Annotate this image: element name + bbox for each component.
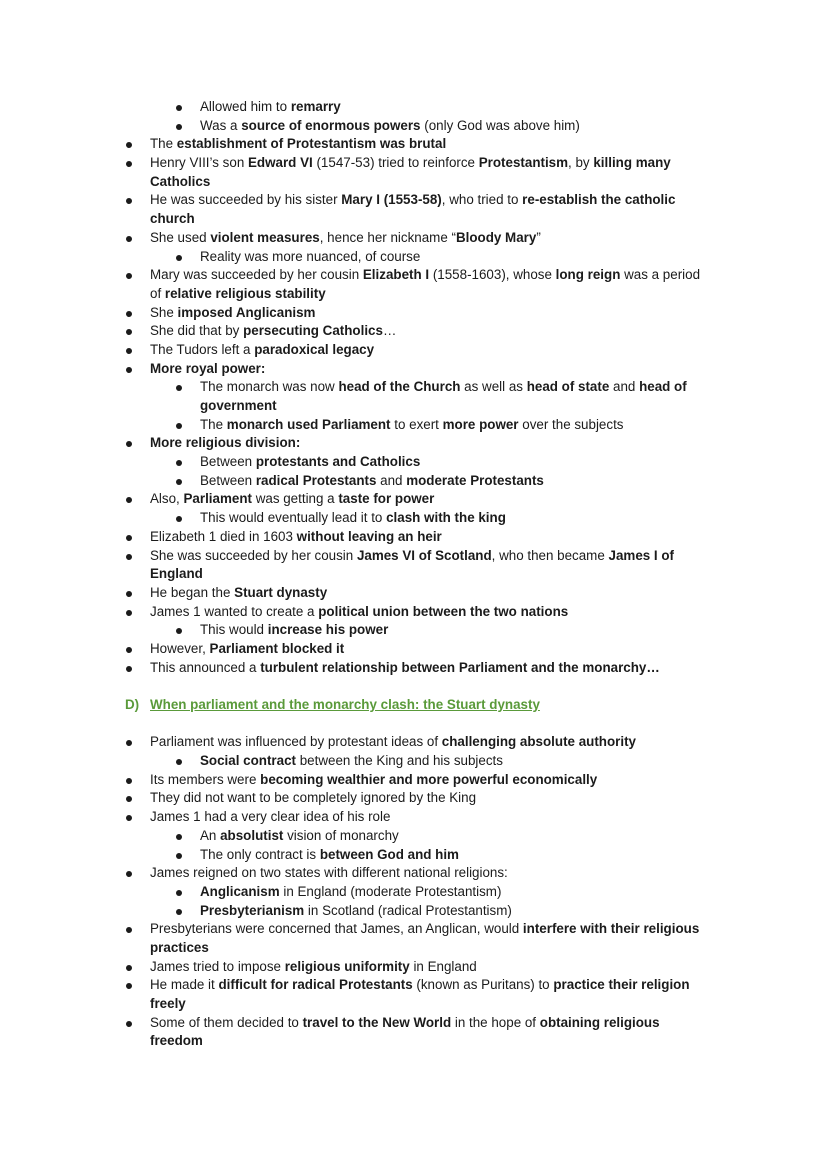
text-segment: James tried to impose — [150, 958, 285, 974]
bullet-item — [0, 322, 828, 341]
text-segment: The — [200, 416, 227, 432]
sub-bullet-item — [0, 509, 828, 528]
bullet-icon — [126, 554, 132, 560]
bold-text: difficult for radical Protestants — [218, 977, 413, 993]
line-text — [200, 117, 580, 136]
text-segment: in Scotland (radical Protestantism) — [304, 902, 512, 918]
bullet-icon — [126, 647, 132, 653]
section-label: D) — [125, 697, 140, 712]
bold-text: Parliament — [183, 491, 252, 507]
text-segment: Henry VIII’s son — [150, 155, 248, 171]
text-segment: (1547-53) tried to reinforce — [312, 155, 479, 171]
text-segment: (1558-1603), whose — [429, 267, 556, 283]
line-text — [150, 659, 660, 678]
text-segment: Between — [200, 472, 256, 488]
bold-text: political union between the two nations — [318, 603, 569, 619]
line-text — [200, 621, 388, 640]
bold-text: head of — [639, 379, 687, 395]
bold-text: monarch used Parliament — [226, 416, 391, 432]
bullet-icon — [126, 311, 132, 317]
bullet-icon — [126, 666, 132, 672]
blank-line — [0, 677, 828, 696]
text-segment: in England — [409, 958, 477, 974]
bullet-item — [0, 341, 828, 360]
bullet-item — [0, 584, 828, 603]
continuation-line — [0, 397, 828, 416]
sub-bullet-item — [0, 98, 828, 117]
text-segment: , who then became — [491, 547, 609, 563]
bullet-item — [0, 154, 828, 173]
bold-text: freedom — [150, 1033, 203, 1049]
text-segment: She used — [150, 229, 211, 245]
bullet-icon — [126, 983, 132, 989]
bullet-item — [0, 659, 828, 678]
line-text — [150, 434, 300, 453]
bold-text: taste for power — [338, 491, 435, 507]
text-segment: (known as Puritans) to — [412, 977, 554, 993]
sub-bullet-item — [0, 378, 828, 397]
text-segment: Elizabeth 1 died in 1603 — [150, 528, 297, 544]
bullet-icon — [126, 591, 132, 597]
text-segment: and — [609, 379, 640, 395]
bold-text: Parliament blocked it — [209, 640, 345, 656]
line-text — [200, 472, 544, 491]
line-text — [200, 902, 512, 921]
text-segment: The only contract is — [200, 846, 320, 862]
line-text — [200, 827, 399, 846]
bullet-icon — [126, 198, 132, 204]
line-text — [150, 789, 476, 808]
sub-bullet-item — [0, 752, 828, 771]
bold-text: persecuting Catholics — [243, 323, 383, 339]
bold-text: Edward VI — [248, 155, 313, 171]
text-segment: The monarch was now — [200, 379, 339, 395]
bold-text: England — [150, 566, 203, 582]
bullet-item — [0, 733, 828, 752]
bullet-icon — [176, 255, 182, 261]
bold-text: Stuart dynasty — [234, 584, 328, 600]
text-segment: However, — [150, 640, 210, 656]
line-text — [150, 808, 390, 827]
bold-text: protestants and Catholics — [255, 454, 421, 470]
line-text — [150, 995, 186, 1014]
text-segment: in the hope of — [451, 1014, 540, 1030]
text-segment: He made it — [150, 977, 219, 993]
line-text — [150, 490, 434, 509]
text-segment: The — [150, 136, 177, 152]
sub-bullet-item — [0, 621, 828, 640]
bold-text: Presbyterianism — [200, 902, 305, 918]
bullet-icon — [126, 965, 132, 971]
bold-text: More religious division: — [150, 435, 301, 451]
bullet-icon — [126, 273, 132, 279]
line-text — [150, 210, 195, 229]
text-segment: Also, — [150, 491, 184, 507]
bullet-icon — [176, 628, 182, 634]
bold-text: James VI of Scotland — [356, 547, 492, 563]
continuation-line — [0, 565, 828, 584]
line-text — [150, 584, 327, 603]
line-text — [150, 547, 674, 566]
text-segment: Presbyterians were concerned that James, an Anglican, would — [150, 921, 523, 937]
sub-bullet-item — [0, 883, 828, 902]
line-text — [150, 528, 442, 547]
bullet-item — [0, 808, 828, 827]
line-text — [150, 229, 541, 248]
bullet-item — [0, 1014, 828, 1033]
sub-bullet-item — [0, 827, 828, 846]
line-text — [150, 603, 568, 622]
text-segment: Between — [200, 454, 256, 470]
bold-text: absolutist — [220, 827, 284, 843]
text-segment: Parliament was influenced by protestant ideas of — [150, 734, 442, 750]
bold-text: More royal power: — [150, 360, 266, 376]
line-text — [150, 360, 265, 379]
text-segment: … — [382, 323, 397, 339]
text-segment: He began the — [150, 584, 235, 600]
bold-text: violent measures — [210, 229, 320, 245]
bullet-icon — [176, 853, 182, 859]
text-segment: was getting a — [251, 491, 339, 507]
text-segment: of — [150, 285, 165, 301]
bullet-item — [0, 547, 828, 566]
text-segment: , by — [568, 155, 594, 171]
text-segment: Reality was more nuanced, of course — [200, 248, 421, 264]
line-text — [150, 341, 374, 360]
bullet-icon — [176, 759, 182, 765]
bullet-item — [0, 434, 828, 453]
bold-text: obtaining religious — [539, 1014, 660, 1030]
bullet-icon — [126, 236, 132, 242]
line-text — [200, 752, 503, 771]
notes-body — [0, 98, 828, 1051]
bold-text: between God and him — [319, 846, 459, 862]
line-text — [150, 1032, 203, 1051]
blank-line — [0, 715, 828, 734]
line-text — [200, 416, 623, 435]
continuation-line — [0, 173, 828, 192]
text-segment: She — [150, 304, 178, 320]
bullet-icon — [176, 834, 182, 840]
bold-text: clash with the king — [386, 510, 506, 526]
bullet-icon — [126, 497, 132, 503]
bold-text: becoming wealthier and more powerful economically — [260, 771, 598, 787]
bold-text: remarry — [290, 99, 341, 114]
line-text — [150, 939, 209, 958]
bold-text: turbulent relationship between Parliament and the monarchy… — [260, 659, 660, 675]
text-segment: vision of monarchy — [283, 827, 399, 843]
bold-text: killing many — [593, 155, 671, 171]
bold-text: challenging absolute authority — [441, 734, 636, 750]
line-text — [150, 304, 315, 323]
text-segment: James 1 had a very clear idea of his role — [150, 809, 391, 825]
text-segment: in England (moderate Protestantism) — [279, 883, 502, 899]
continuation-line — [0, 939, 828, 958]
sub-bullet-item — [0, 453, 828, 472]
bold-text: source of enormous powers — [241, 117, 421, 133]
text-segment: Allowed him to — [200, 99, 291, 114]
text-segment: and — [376, 472, 407, 488]
sub-bullet-item — [0, 846, 828, 865]
bold-text: head of state — [526, 379, 610, 395]
line-text — [150, 285, 326, 304]
bullet-item — [0, 266, 828, 285]
bullet-icon — [126, 740, 132, 746]
sub-bullet-item — [0, 902, 828, 921]
bullet-item — [0, 490, 828, 509]
bold-text: travel to the New World — [302, 1014, 452, 1030]
bold-text: government — [200, 398, 277, 413]
text-segment: Mary was succeeded by her cousin — [150, 267, 363, 283]
bold-text: more power — [442, 416, 519, 432]
line-text — [150, 565, 203, 584]
bullet-icon — [126, 815, 132, 821]
bullet-item — [0, 771, 828, 790]
bullet-icon — [176, 479, 182, 485]
bullet-item — [0, 640, 828, 659]
sub-bullet-item — [0, 117, 828, 136]
continuation-line — [0, 210, 828, 229]
text-segment: An — [200, 827, 221, 843]
text-segment: This would — [200, 622, 268, 638]
text-segment: Its members were — [150, 771, 261, 787]
bullet-icon — [176, 516, 182, 522]
section-title: When parliament and the monarchy clash: the Stuart dynasty — [150, 697, 540, 712]
line-text — [200, 248, 420, 267]
bullet-icon — [126, 610, 132, 616]
bullet-item — [0, 920, 828, 939]
text-segment: Some of them decided to — [150, 1014, 303, 1030]
text-segment: , who tried to — [441, 192, 523, 208]
bold-text: head of the Church — [338, 379, 461, 395]
line-text — [150, 771, 597, 790]
bullet-item — [0, 528, 828, 547]
text-segment: between the King and his subjects — [296, 753, 503, 769]
bullet-icon — [176, 909, 182, 915]
text-segment: was a period — [620, 267, 701, 283]
text-segment: , hence her nickname “ — [319, 229, 456, 245]
bold-text: moderate Protestants — [406, 472, 544, 488]
bold-text: radical Protestants — [255, 472, 377, 488]
continuation-line — [0, 995, 828, 1014]
bullet-item — [0, 976, 828, 995]
bold-text: Elizabeth I — [362, 267, 430, 283]
line-text — [150, 135, 446, 154]
text-segment: (only God was above him) — [420, 117, 580, 133]
line-text — [200, 453, 420, 472]
line-text — [150, 920, 699, 939]
bullet-item — [0, 229, 828, 248]
bullet-icon — [176, 124, 182, 130]
bold-text: Bloody Mary — [455, 229, 537, 245]
text-segment: This announced a — [150, 659, 261, 675]
bold-text: Social contract — [200, 753, 296, 769]
sub-bullet-item — [0, 472, 828, 491]
bold-text: Catholics — [150, 173, 211, 189]
bullet-icon — [126, 161, 132, 167]
bold-text: religious uniformity — [284, 958, 410, 974]
bullet-item — [0, 360, 828, 379]
bold-text: Protestantism — [478, 155, 569, 171]
bullet-item — [0, 864, 828, 883]
bold-text: Anglicanism — [200, 883, 280, 899]
text-segment: as well as — [460, 379, 527, 395]
line-text — [150, 976, 690, 995]
text-segment: James reigned on two states with different national religions: — [150, 865, 508, 881]
bullet-icon — [126, 329, 132, 335]
bold-text: establishment of Protestantism was brutal — [176, 136, 447, 152]
bullet-icon — [126, 535, 132, 541]
section-heading — [0, 696, 828, 715]
text-segment: over the subjects — [518, 416, 624, 432]
bold-text: church — [150, 211, 195, 227]
bold-text: increase his power — [267, 622, 389, 638]
text-segment: He was succeeded by his sister — [150, 192, 342, 208]
bullet-item — [0, 958, 828, 977]
line-text — [200, 397, 277, 416]
text-segment: to exert — [390, 416, 443, 432]
bold-text: paradoxical legacy — [254, 341, 375, 357]
line-text — [150, 958, 477, 977]
line-text — [200, 98, 341, 117]
bullet-item — [0, 135, 828, 154]
continuation-line — [0, 1032, 828, 1051]
bullet-icon — [126, 1021, 132, 1027]
sub-bullet-item — [0, 416, 828, 435]
bullet-icon — [176, 460, 182, 466]
bold-text: imposed Anglicanism — [177, 304, 316, 320]
line-text — [150, 173, 210, 192]
line-text — [150, 154, 671, 173]
bold-text: relative religious stability — [164, 285, 326, 301]
continuation-line — [0, 285, 828, 304]
sub-bullet-item — [0, 248, 828, 267]
bullet-icon — [126, 348, 132, 354]
bold-text: James I of — [608, 547, 675, 563]
text-segment: Was a — [200, 117, 242, 133]
bullet-icon — [126, 927, 132, 933]
line-text — [150, 266, 700, 285]
bold-text: Mary I (1553-58) — [341, 192, 442, 208]
line-text — [200, 846, 459, 865]
bold-text: interfere with their religious — [522, 921, 700, 937]
bullet-icon — [126, 367, 132, 373]
bullet-item — [0, 603, 828, 622]
bullet-item — [0, 191, 828, 210]
bullet-icon — [126, 142, 132, 148]
text-segment: James 1 wanted to create a — [150, 603, 319, 619]
text-segment: They did not want to be completely ignored by the King — [150, 790, 477, 806]
line-text — [150, 191, 675, 210]
text-segment: The Tudors left a — [150, 341, 255, 357]
bullet-icon — [176, 105, 182, 111]
bold-text: practice their religion — [553, 977, 690, 993]
bullet-item — [0, 789, 828, 808]
text-segment: She was succeeded by her cousin — [150, 547, 357, 563]
line-text — [200, 883, 501, 902]
line-text — [150, 322, 396, 341]
line-text — [150, 1014, 660, 1033]
bullet-icon — [126, 871, 132, 877]
bullet-icon — [176, 890, 182, 896]
bullet-icon — [126, 441, 132, 447]
line-text — [150, 733, 636, 752]
bullet-icon — [176, 385, 182, 391]
bold-text: re-establish the catholic — [522, 192, 676, 208]
bold-text: freely — [150, 996, 186, 1011]
bold-text: practices — [150, 939, 209, 955]
bold-text: long reign — [555, 267, 621, 283]
text-segment: ” — [536, 229, 541, 245]
bullet-icon — [126, 778, 132, 784]
line-text — [150, 640, 344, 659]
line-text — [200, 509, 506, 528]
line-text — [150, 864, 508, 883]
text-segment: She did that by — [150, 323, 244, 339]
line-text — [200, 378, 687, 397]
bold-text: without leaving an heir — [296, 528, 442, 544]
bullet-icon — [126, 796, 132, 802]
bullet-item — [0, 304, 828, 323]
text-segment: This would eventually lead it to — [200, 510, 387, 526]
bullet-icon — [176, 423, 182, 429]
